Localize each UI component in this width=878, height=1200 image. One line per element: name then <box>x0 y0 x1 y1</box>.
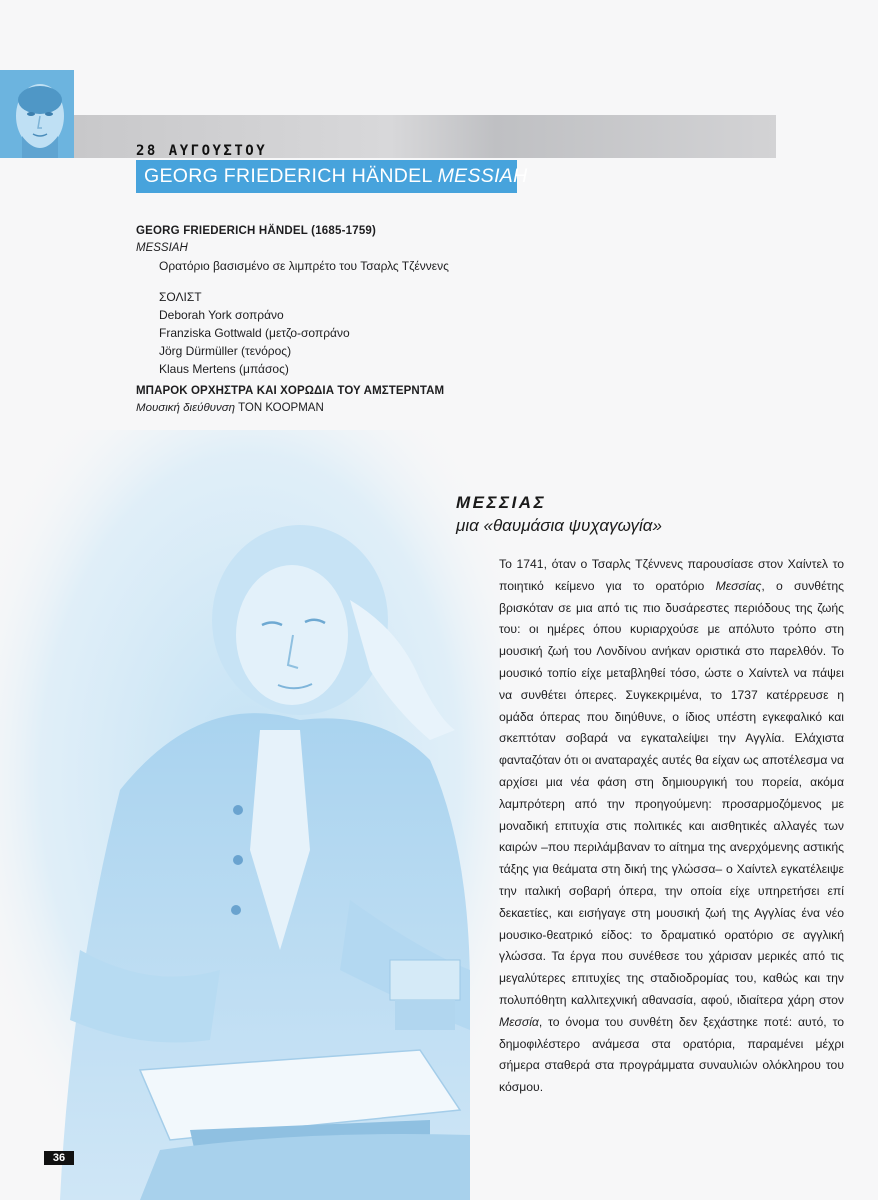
work-description: Ορατόριο βασισμένο σε λιμπρέτο του Τσαρλς Τζέννενς <box>159 259 449 273</box>
composer-name: GEORG FRIEDERICH HÄNDEL (1685-1759) <box>136 225 377 237</box>
soloists-heading: ΣΟΛΙΣΤ <box>159 290 202 304</box>
concert-date: 28 ΑΥΓΟΥΣΤΟΥ <box>136 143 268 159</box>
program-details <box>136 225 556 414</box>
portrait-thumbnail <box>0 70 74 158</box>
orchestra-name: ΜΠΑΡΟΚ ΟΡΧΗΣΤΡΑ ΚΑΙ ΧΟΡΩΔΙΑ ΤΟΥ ΑΜΣΤΕΡΝΤΑΜ <box>136 385 445 397</box>
article-body <box>499 554 844 1099</box>
article-subtitle: μια «θαυμάσια ψυχαγωγία» <box>456 516 662 535</box>
soloist-item: Franziska Gottwald (μετζο-σοπράνο <box>159 326 350 340</box>
title-main: GEORG FRIEDERICH HÄNDEL <box>144 165 433 187</box>
body-text: , ο συνθέτης βρισκόταν σε μια από τις πιο δυσάρεστες περιόδους της ζωής του: οι ημέρες όπου κυριαρχούσε με απόλυτο τρόπο στη μουσική ζωή του Λονδίνου ανήκαν οριστικά στο παρελθόν. Το μουσικό τοπίο είχε μεταβληθεί τόσο, ώστε ο Χαίντελ να πάψει να συνθέτει όπερες. Συγκεκριμένα, το 1737 κατέρρευσε η ομάδα όπερας που διηύθυνε, ο ίδιος υπέστη εγκεφαλικό και σκεπτόταν σοβαρά να εγκαταλείψει την Αγγλία. Ελάχιστα φανταζόταν ότι οι αναταραχές αυτές θα είχαν ως αποτέλεσμα να αρχίσει μια νέα φάση στη δημιουργική του πορεία, ακόμα λαμπρότερη από την προηγούμενη: προσαρμοζόμενος με μοναδική επιτυχία στις πολιτικές και αισθητικές αλλαγές των καιρών –που περιλάμβαναν το αίτημα της ανερχόμενης αστικής τάξης για θεάματα στη δική της γλώσσα– ο Χαίντελ εγκατέλειψε την ιταλική σοβαρή όπερα, την οποία είχε υπηρετήσει επί δεκαετίες, και εισήγαγε στη μουσική ζωή της Αγγλίας ένα νέο μουσικο-θεατρικό είδος: το δραματικό ορατόριο σε αγγλική γλώσσα. Τα έργα που συνέθεσε του χάρισαν μερικές από τις μεγαλύτερες επιτυχίες της σταδιοδρομίας του, καθώς και την πολυπόθητη καλλιτεχνική αθανασία, αφού, ιδιαίτερα χάρη στον <box>499 578 844 1007</box>
article-heading <box>456 493 846 536</box>
soloist-item: Klaus Mertens (μπάσος) <box>159 362 289 376</box>
work-title: MESSIAH <box>136 242 188 254</box>
body-text: Το 1741, όταν ο Τσαρλς Τζέννενς παρουσίασε στον Χαίντελ το ποιητικό κείμενο για το ορατόριο <box>499 557 844 593</box>
title-italic: MESSIAH <box>437 165 528 187</box>
conductor-label: Μουσική διεύθυνση <box>136 402 236 414</box>
article-title: ΜΕΣΣΙΑΣ <box>456 493 547 512</box>
body-text: , το όνομα του συνθέτη δεν ξεχάστηκε ποτέ: αυτό, το δημοφιλέστερο ανάμεσα στα ορατόρια, παραμένει μέχρι σήμερα σταθερά στα προγράμματα συναυλιών ολόκληρου του κόσμου. <box>499 1014 844 1095</box>
conductor-line <box>136 402 556 414</box>
body-italic: Μεσσίας <box>715 578 762 593</box>
page-number: 36 <box>44 1151 74 1165</box>
soloist-item: Jörg Dürmüller (τενόρος) <box>159 344 292 358</box>
conductor-name: ΤΟΝ ΚΟΟΡΜΑΝ <box>238 402 324 414</box>
body-italic: Μεσσία <box>499 1014 539 1029</box>
face-icon <box>0 70 74 158</box>
soloist-item: Deborah York σοπράνο <box>159 308 284 322</box>
concert-title <box>136 160 528 193</box>
handel-portrait-illustration <box>0 430 500 1200</box>
